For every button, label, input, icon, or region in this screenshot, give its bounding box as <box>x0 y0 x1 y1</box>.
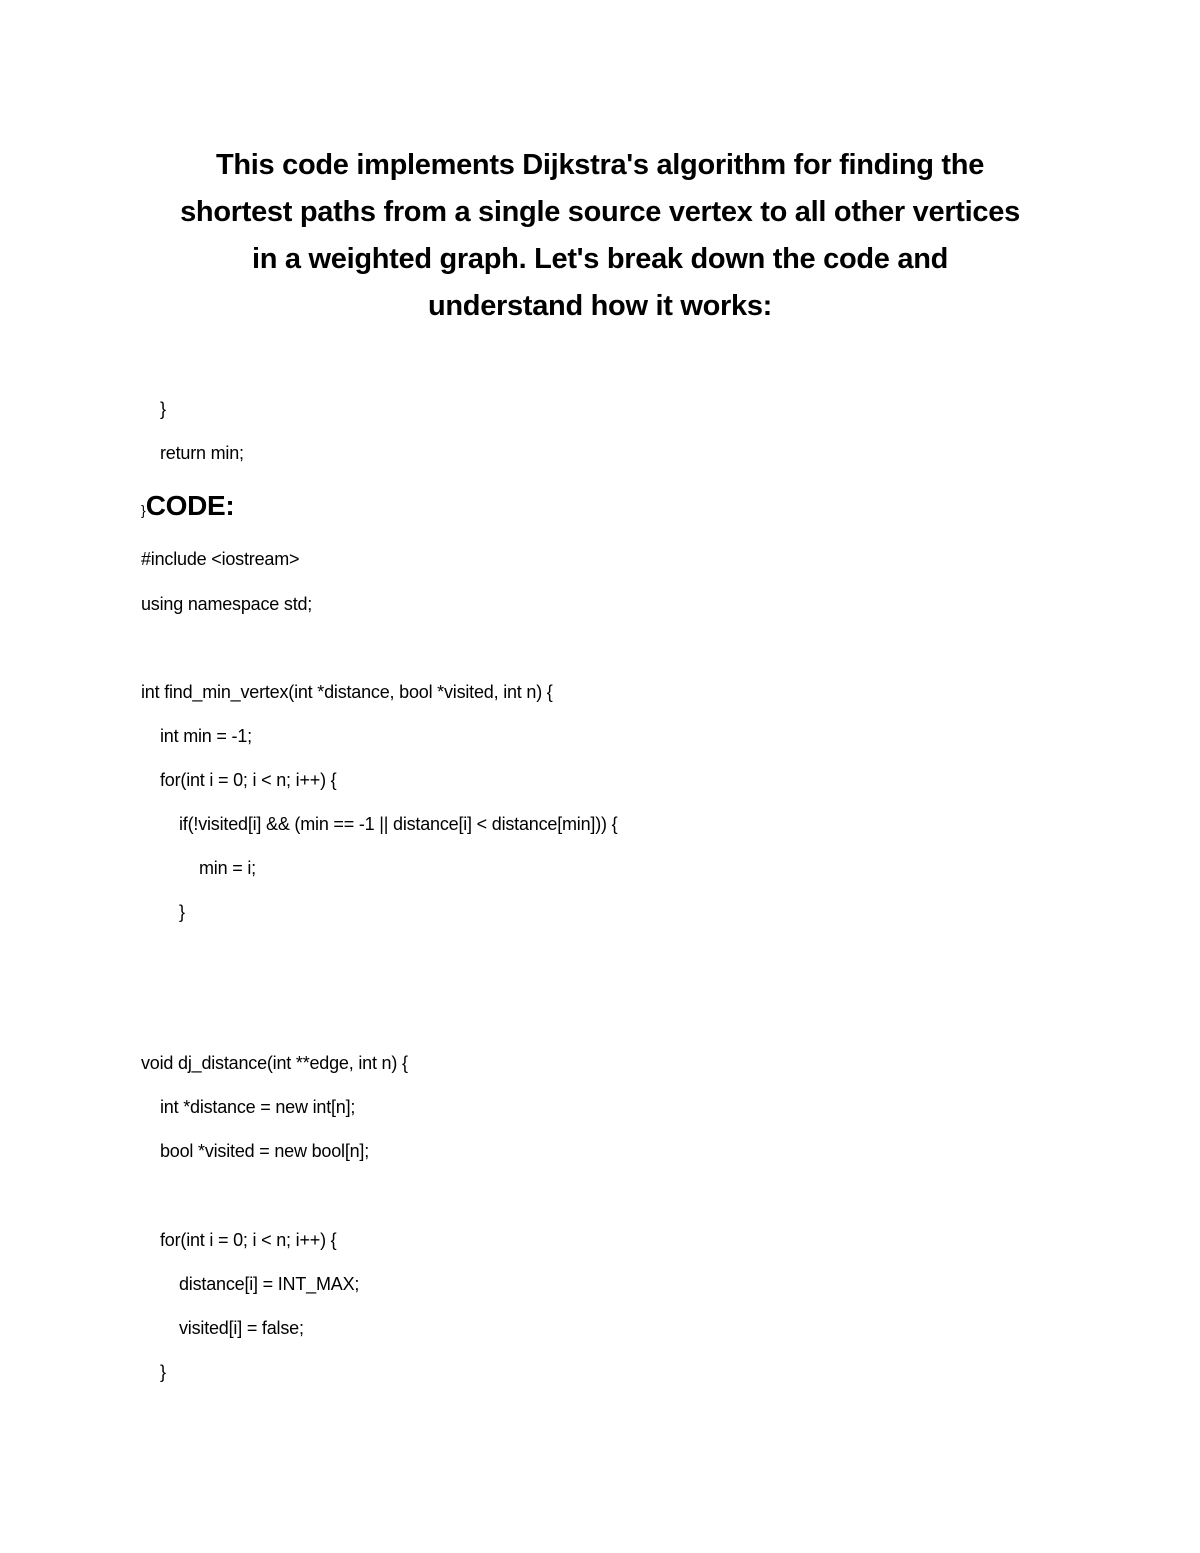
section-brace: } <box>141 502 146 518</box>
fragment-return-line: return min; <box>160 443 244 463</box>
document-title <box>130 142 1070 330</box>
code-line-fn2-for: for(int i = 0; i < n; i++) { <box>160 1230 337 1250</box>
code-line-include: #include <iostream> <box>141 549 300 569</box>
code-line-fn1-assign: min = i; <box>199 858 256 878</box>
code-line-fn1-close: } <box>179 902 185 922</box>
code-line-fn2-distance: int *distance = new int[n]; <box>160 1097 356 1117</box>
code-line-fn1-for: for(int i = 0; i < n; i++) { <box>160 770 337 790</box>
code-section-heading <box>141 490 234 522</box>
title-line: understand how it works: <box>427 290 773 322</box>
code-line-fn2-vis-init: visited[i] = false; <box>179 1318 304 1338</box>
title-line: shortest paths from a single source vertex to all other vertices <box>180 196 1020 228</box>
fragment-closing-brace: } <box>160 399 166 419</box>
code-line-fn2-visited: bool *visited = new bool[n]; <box>160 1141 370 1161</box>
code-line-fn1-signature: int find_min_vertex(int *distance, bool *visited, int n) { <box>141 682 553 702</box>
code-line-fn1-min: int min = -1; <box>160 726 252 746</box>
title-line: in a weighted graph. Let's break down the code and <box>251 243 949 275</box>
code-line-using: using namespace std; <box>141 594 313 614</box>
title-line: This code implements Dijkstra's algorithm for finding the <box>215 149 985 181</box>
code-line-fn2-close: } <box>160 1362 166 1382</box>
code-line-fn2-signature: void dj_distance(int **edge, int n) { <box>141 1053 408 1073</box>
section-label: CODE: <box>145 490 235 521</box>
code-line-fn1-if: if(!visited[i] && (min == -1 || distance[i] < distance[min])) { <box>179 814 618 834</box>
code-line-fn2-dist-init: distance[i] = INT_MAX; <box>179 1274 360 1294</box>
